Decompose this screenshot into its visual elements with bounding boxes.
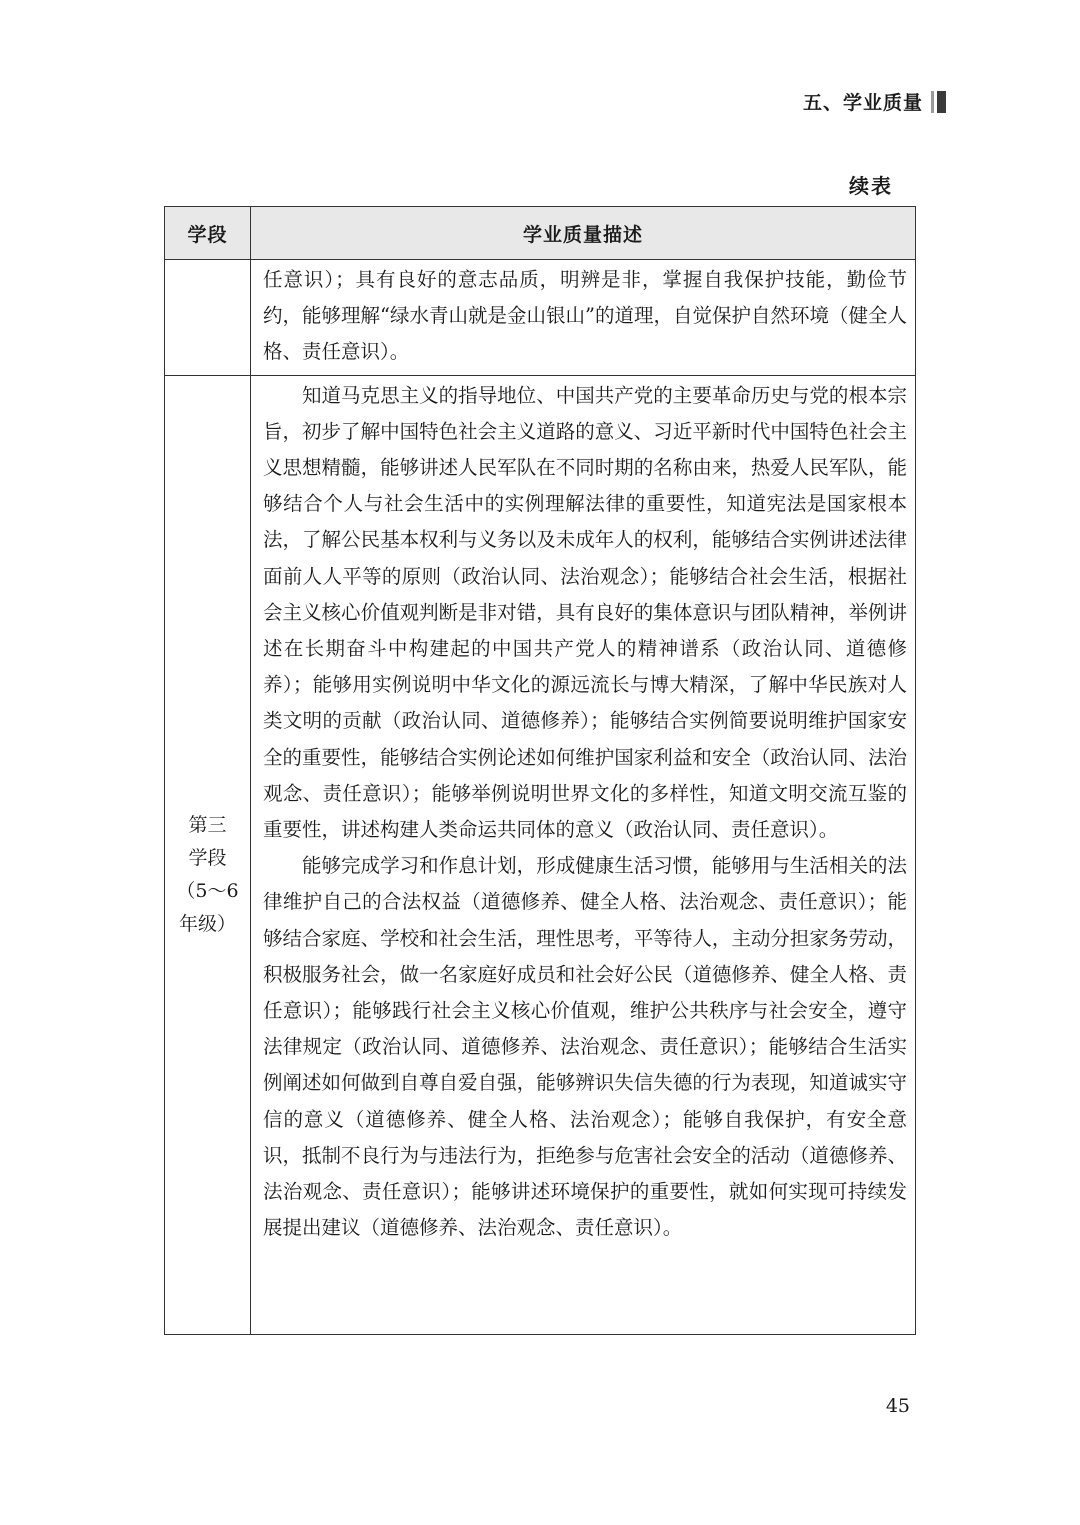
thin-bar-mark: [931, 91, 934, 113]
header-bar-marks: [931, 91, 946, 113]
table-row: [165, 260, 916, 376]
table-row: [165, 375, 916, 1334]
column-header-description: 学业质量描述: [251, 207, 916, 260]
running-header: [803, 88, 946, 115]
section-title: 五、学业质量: [802, 92, 923, 114]
academic-quality-table: [164, 206, 916, 1335]
thick-bar-mark: [937, 91, 946, 113]
page-number: 45: [885, 1395, 910, 1417]
description-cell: [251, 260, 916, 376]
description-paragraph: 任意识）；具有良好的意志品质，明辨是非，掌握自我保护技能，勤俭节约，能够理解“绿水青山就是金山银山”的道理，自觉保护自然环境（健全人格、责任意识）。: [263, 268, 907, 364]
description-paragraph: 知道马克思主义的指导地位、中国共产党的主要革命历史与党的根本宗旨，初步了解中国特色社会主义道路的意义、习近平新时代中国特色社会主义思想精髓，能够讲述人民军队在不同时期的名称由来，热爱人民军队，能够结合个人与社会生活中的实例理解法律的重要性，知道宪法是国家根本法，了解公民基本权利与义务以及未成年人的权利，能够结合实例讲述法律面前人人平等的原则（政治认同、法治观念）；能够结合社会生活，根据社会主义核心价值观判断是非对错，具有良好的集体意识与团队精神，举例讲述在长期奋斗中构建起的中国共产党人的精神谱系（政治认同、道德修养）；能够用实例说明中华文化的源远流长与博大精深，了解中华民族对人类文明的贡献（政治认同、道德修养）；能够结合实例简要说明维护国家安全的重要性，能够结合实例论述如何维护国家利益和安全（政治认同、法治观念、责任意识）；能够举例说明世界文化的多样性，知道文明交流互鉴的重要性，讲述构建人类命运共同体的意义（政治认同、责任意识）。: [263, 383, 907, 842]
stage-line: （5～6: [176, 879, 239, 902]
stage-cell: [165, 260, 251, 376]
description-cell: [251, 375, 916, 1334]
stage-cell: [165, 375, 251, 1334]
stage-line: 第三: [188, 813, 227, 836]
stage-line: 学段: [188, 846, 227, 869]
stage-line: 年级）: [178, 912, 236, 935]
continued-table-label: 续表: [849, 174, 893, 198]
column-header-stage: 学段: [165, 207, 251, 260]
table-header-row: [165, 207, 916, 260]
description-paragraph: 能够完成学习和作息计划，形成健康生活习惯，能够用与生活相关的法律维护自己的合法权益（道德修养、健全人格、法治观念、责任意识）；能够结合家庭、学校和社会生活，理性思考，平等待人，主动分担家务劳动，积极服务社会，做一名家庭好成员和社会好公民（道德修养、健全人格、责任意识）；能够践行社会主义核心价值观，维护公共秩序与社会安全，遵守法律规定（政治认同、道德修养、法治观念、责任意识）；能够结合生活实例阐述如何做到自尊自爱自强，能够辨识失信失德的行为表现，知道诚实守信的意义（道德修养、健全人格、法治观念）；能够自我保护，有安全意识，抵制不良行为与违法行为，拒绝参与危害社会安全的活动（道德修养、法治观念、责任意识）；能够讲述环境保护的重要性，就如何实现可持续发展提出建议（道德修养、法治观念、责任意识）。: [263, 854, 907, 1240]
